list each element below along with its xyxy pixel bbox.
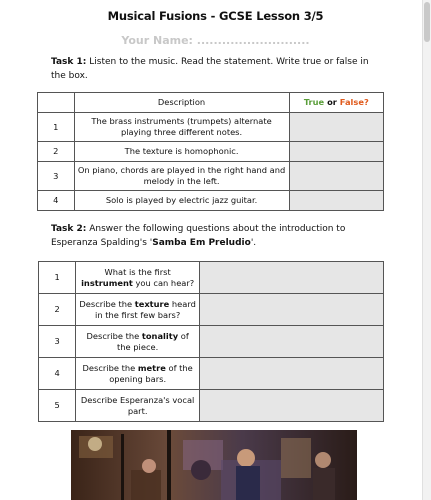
- row-statement: On piano, chords are played in the right hand and melody in the left.: [74, 162, 289, 191]
- table-row: [39, 326, 384, 358]
- answer-box[interactable]: [289, 162, 383, 191]
- task2-instructions: [51, 222, 381, 250]
- band-photo: [71, 430, 357, 500]
- table-row: [38, 191, 384, 211]
- header-description: Description: [74, 93, 289, 113]
- answer-box[interactable]: [200, 326, 384, 358]
- row-statement: Solo is played by electric jazz guitar.: [74, 191, 289, 211]
- band-photo-graphic: [71, 430, 357, 500]
- answer-box[interactable]: [289, 191, 383, 211]
- question-text: What is the first instrument you can hear?: [76, 262, 200, 294]
- table-row: [39, 262, 384, 294]
- answer-box[interactable]: [289, 113, 383, 142]
- true-false-table: [37, 92, 384, 211]
- answer-box[interactable]: [289, 142, 383, 162]
- row-number: 1: [39, 262, 76, 294]
- song-title: Samba Em Preludio: [152, 238, 251, 248]
- row-statement: The brass instruments (trumpets) alternate playing three different notes.: [74, 113, 289, 142]
- header-number-cell: [38, 93, 75, 113]
- answer-box[interactable]: [200, 358, 384, 390]
- table-row: [38, 142, 384, 162]
- question-text: Describe Esperanza's vocal part.: [76, 390, 200, 422]
- row-statement: The texture is homophonic.: [74, 142, 289, 162]
- row-number: 4: [38, 191, 75, 211]
- task2-label: Task 2:: [51, 224, 87, 234]
- question-text: Describe the tonality of the piece.: [76, 326, 200, 358]
- header-false: False?: [339, 97, 369, 107]
- table-row: [38, 113, 384, 142]
- row-number: 5: [39, 390, 76, 422]
- header-true: True: [303, 97, 325, 107]
- header-true-false: [289, 93, 383, 113]
- answer-box[interactable]: [200, 390, 384, 422]
- task1-label: Task 1:: [51, 57, 87, 67]
- page-scrollbar[interactable]: [422, 0, 431, 500]
- task1-instructions: [51, 55, 381, 83]
- row-number: 2: [38, 142, 75, 162]
- question-text: Describe the metre of the opening bars.: [76, 358, 200, 390]
- page-title: Musical Fusions - GCSE Lesson 3/5: [107, 9, 324, 23]
- answer-box[interactable]: [200, 294, 384, 326]
- scrollbar-thumb[interactable]: [424, 2, 430, 42]
- question-text: Describe the texture heard in the first few bars?: [76, 294, 200, 326]
- task2-text: Answer the following questions about the introduction to Esperanza Spalding's ': [51, 224, 346, 248]
- row-number: 3: [38, 162, 75, 191]
- row-number: 3: [39, 326, 76, 358]
- table-row: [39, 358, 384, 390]
- row-number: 1: [38, 113, 75, 142]
- row-number: 4: [39, 358, 76, 390]
- header-or: or: [324, 97, 340, 107]
- table-row: [39, 294, 384, 326]
- task2-text-end: '.: [250, 238, 257, 248]
- row-number: 2: [39, 294, 76, 326]
- answer-box[interactable]: [200, 262, 384, 294]
- table-row: [39, 390, 384, 422]
- name-line: Your Name: ...........................: [121, 34, 310, 47]
- task1-text: Listen to the music. Read the statement. Write true or false in the box.: [51, 57, 369, 81]
- questions-table: [38, 261, 384, 422]
- table-header-row: [38, 93, 384, 113]
- table-row: [38, 162, 384, 191]
